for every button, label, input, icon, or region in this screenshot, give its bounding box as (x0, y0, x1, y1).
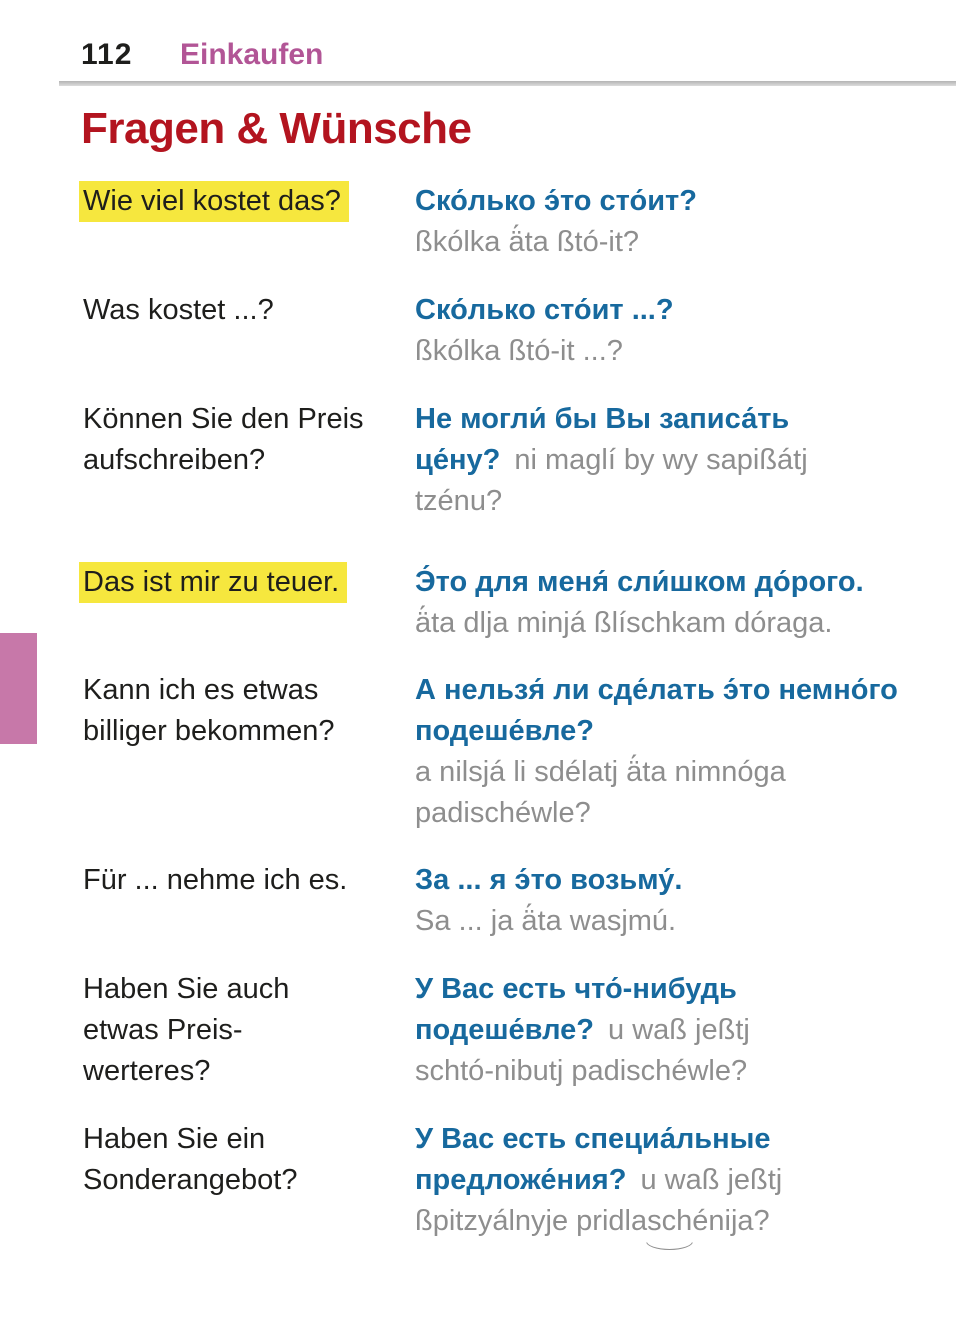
transliteration-text: ßkólka ßtó-it ...? (415, 335, 623, 367)
german-line (83, 181, 408, 222)
transliteration-text: sch (647, 1201, 692, 1242)
russian-text: подеше́вле? (415, 1014, 595, 1046)
german-line (83, 399, 408, 440)
russian-line (415, 481, 963, 522)
german-text: etwas Preis- (83, 1014, 243, 1046)
transliteration-text: padischéwle? (415, 797, 591, 829)
russian-line (415, 1160, 963, 1201)
transliteration-text: a nilsjá li sdélatj ä́ta nimnóga (415, 756, 786, 788)
header-divider (59, 81, 956, 86)
page-number: 112 (81, 38, 133, 71)
russian-line (415, 860, 963, 901)
russian-phrase (415, 860, 963, 942)
highlighted-text: Wie viel kostet das? (79, 181, 349, 222)
german-phrase (83, 670, 408, 752)
russian-line (415, 1119, 963, 1160)
russian-line (415, 793, 963, 834)
russian-line (415, 670, 963, 711)
german-phrase (83, 969, 408, 1092)
russian-line (415, 331, 963, 372)
german-line (83, 860, 408, 901)
russian-line (415, 969, 963, 1010)
russian-phrase (415, 670, 963, 834)
russian-text: Ско́лько э́то сто́ит? (415, 185, 697, 217)
german-phrase (83, 1119, 408, 1201)
german-phrase (83, 290, 408, 331)
german-line (83, 1160, 408, 1201)
german-line (83, 969, 408, 1010)
russian-line (415, 901, 963, 942)
german-text: aufschreiben? (83, 444, 266, 476)
german-phrase (83, 399, 408, 481)
german-text: Kann ich es etwas (83, 674, 319, 706)
russian-line (415, 290, 963, 331)
transliteration-text: u waß jeßtj (640, 1164, 783, 1196)
chapter-title: Einkaufen (180, 38, 324, 71)
transliteration-text: ßpitzyálnyje pridla (415, 1205, 648, 1237)
transliteration-text: ni maglí by wy sapißátj (514, 444, 808, 476)
german-line (83, 670, 408, 711)
russian-text: А нельзя́ ли сде́лать э́то немно́го (415, 674, 898, 706)
german-text: Was kostet ...? (83, 294, 274, 326)
german-line (83, 562, 408, 603)
highlighted-text: Das ist mir zu teuer. (79, 562, 347, 603)
russian-line (415, 752, 963, 793)
transliteration-text: énija? (692, 1205, 770, 1237)
transliteration-text: Sa ... ja ä́ta wasjmú. (415, 905, 677, 937)
german-line (83, 711, 408, 752)
chapter-thumb-tab (0, 633, 37, 744)
german-text: werteres? (83, 1055, 211, 1087)
russian-text: У Вас есть специа́льные (415, 1123, 771, 1155)
russian-line (415, 603, 963, 644)
german-phrase (83, 562, 408, 603)
russian-text: це́ну? (415, 444, 501, 476)
german-line (83, 440, 408, 481)
russian-text: Не могли́ бы Вы записа́ть (415, 403, 790, 435)
german-line (83, 1051, 408, 1092)
russian-phrase (415, 969, 963, 1092)
russian-line (415, 1010, 963, 1051)
russian-line (415, 562, 963, 603)
german-text: Für ... nehme ich es. (83, 864, 348, 896)
russian-phrase (415, 399, 963, 522)
russian-line (415, 440, 963, 481)
russian-phrase (415, 290, 963, 372)
russian-line (415, 222, 963, 263)
transliteration-text: schtó-nibutj padischéwle? (415, 1055, 748, 1087)
russian-line (415, 399, 963, 440)
transliteration-text: ßkólka ä́ta ßtó-it? (415, 226, 640, 258)
russian-text: Э́то для меня́ сли́шком до́рого. (415, 566, 864, 598)
german-line (83, 290, 408, 331)
german-phrase (83, 181, 408, 222)
german-text: Haben Sie ein (83, 1123, 266, 1155)
german-text: billiger bekommen? (83, 715, 335, 747)
russian-line (415, 1051, 963, 1092)
section-title: Fragen & Wünsche (81, 104, 472, 153)
russian-text: Ско́лько сто́ит ...? (415, 294, 674, 326)
russian-text: подеше́вле? (415, 715, 595, 747)
russian-line (415, 1201, 963, 1242)
transliteration-text: ä́ta dlja minjá ßlíschkam dóraga. (415, 607, 833, 639)
german-text: Haben Sie auch (83, 973, 290, 1005)
russian-phrase (415, 181, 963, 263)
russian-text: У Вас есть что́-нибудь (415, 973, 737, 1005)
german-text: Sonderangebot? (83, 1164, 298, 1196)
russian-line (415, 181, 963, 222)
transliteration-text: tzénu? (415, 485, 503, 517)
russian-phrase (415, 562, 963, 644)
german-line (83, 1010, 408, 1051)
russian-phrase (415, 1119, 963, 1242)
russian-line (415, 711, 963, 752)
german-phrase (83, 860, 408, 901)
german-text: Können Sie den Preis (83, 403, 364, 435)
transliteration-text: u waß jeßtj (608, 1014, 750, 1046)
russian-text: предложе́ния? (415, 1164, 627, 1196)
german-line (83, 1119, 408, 1160)
russian-text: За ... я э́то возьму́. (415, 864, 683, 896)
